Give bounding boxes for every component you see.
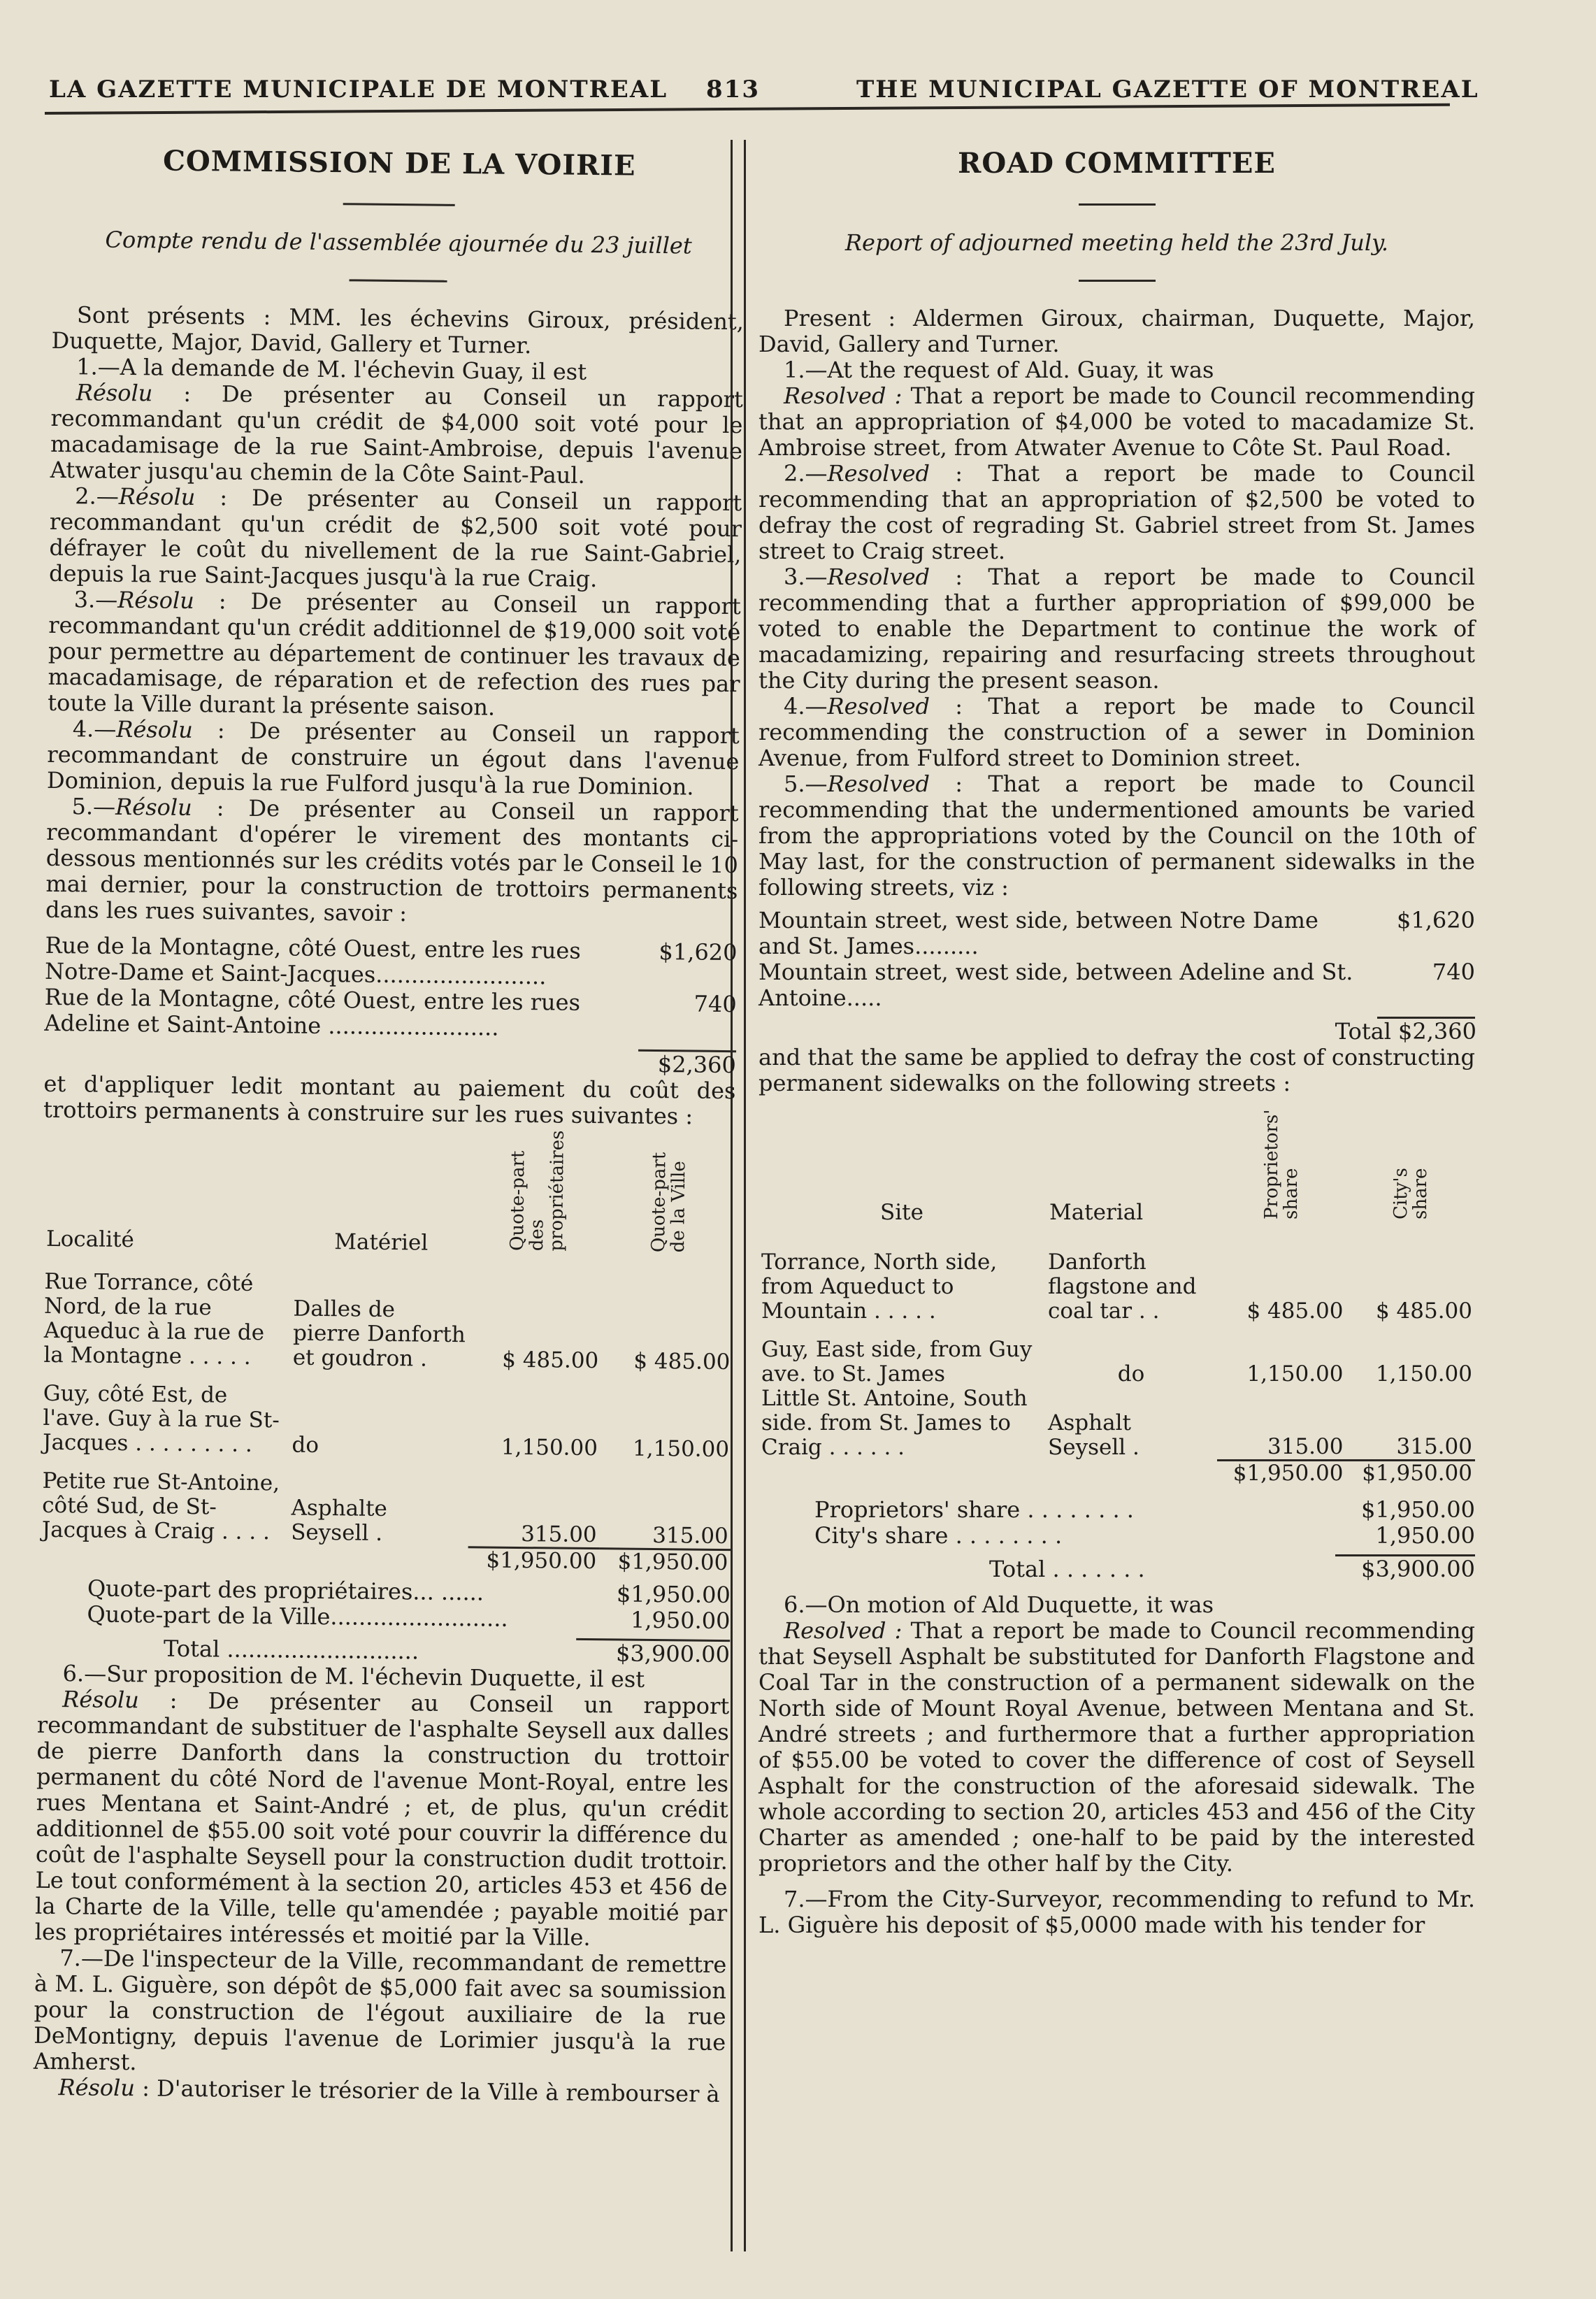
fr-transfer-street: Rue de la Montagne, côté Ouest, entre les rues Notre-Dame et Saint-Jacques........................: [44, 931, 581, 990]
en-title-rule: [1079, 203, 1156, 206]
en-item-2: [759, 461, 1475, 564]
fr-t3-ville: 315.00: [652, 1522, 728, 1549]
fr-item-4-text: : De présenter au Conseil un rapport recommandant de construire un égout dans l'avenue Dominion, depuis la rue Fulford jusqu'à la rue Dominion.: [46, 717, 740, 801]
fr-t1-prop: $ 485.00: [502, 1347, 599, 1374]
en-summary-total-value: $3,900.00: [1361, 1555, 1475, 1582]
fr-item-4-num: 4.—: [72, 715, 117, 743]
fr-resolu-label: Résolu: [115, 793, 192, 822]
fr-summary-ville-value: 1,950.00: [630, 1606, 731, 1634]
en-resolved-label: Resolved :: [784, 382, 903, 409]
en-summary-city-label: City's share . . . . . . . .: [814, 1521, 1063, 1549]
fr-item-7: 7.—De l'inspecteur de la Ville, recommandant de remettre à M. L. Giguère, son dépôt de $5,000 fait avec sa soumission pour la construction de l'égout auxiliaire de la rue DeMontigny, depuis l'avenue de Lorimier jusqu'à la rue Amherst.: [33, 1944, 727, 2075]
page-number: 813: [706, 76, 760, 103]
table-row: [40, 1382, 733, 1462]
en-item-5-num: 5.—: [784, 771, 828, 797]
fr-transfer-total-value: $2,360: [657, 1051, 737, 1079]
fr-t1-ville: $ 485.00: [633, 1348, 731, 1375]
fr-item-6: 6.—Sur proposition de M. l'échevin Duquette, il est: [62, 1659, 645, 1693]
fr-th-localite: Localité: [45, 1226, 135, 1253]
en-transfer-total-label: Total: [1335, 1018, 1391, 1045]
table-row: [759, 1387, 1475, 1460]
en-summary-prop-label: Proprietors' share . . . . . . . .: [814, 1496, 1134, 1523]
en-th-material: Material: [1049, 1200, 1144, 1225]
fr-section-title: COMMISSION DE LA VOIRIE: [162, 144, 636, 182]
fr-item-2-num: 2.—: [75, 482, 120, 510]
fr-transfer-row-2: [44, 984, 737, 1043]
en-t3-prop: 315.00: [1267, 1433, 1344, 1459]
en-summary-total-label: Total . . . . . . .: [989, 1555, 1145, 1582]
en-t3-city: 315.00: [1396, 1433, 1472, 1459]
fr-transfer-row-1: [45, 933, 738, 991]
fr-item-6-text: : De présenter au Conseil un rapport recommandant de substituer de l'asphalte Seysell aux dalles de pierre Danforth dans la construction du trottoir permanent du côté Nord de l'avenue Mont-Royal, entre les rues Mentana et Saint-André ; et, de plus, qu'un crédit additionnel de $55.00 soit voté pour couvrir la différence du coût de l'asphalte Seysell pour la construction dudit trottoir. Le tout conformément à la section 20, articles 453 et 456 de la Charte de la Ville, telle qu'amendée ; payable moitié par les propriétaires intéressés et moitié par la Ville.: [34, 1686, 730, 1951]
en-transfer-street: Mountain street, west side, between Adeline and St. Antoine.....: [759, 959, 1353, 1011]
fr-t1-loc: Rue Torrance, côté Nord, de la rue Aqueduc à la rue de la Montagne . . . . .: [43, 1268, 265, 1370]
fr-item-6-resolution: [35, 1686, 730, 1951]
fr-summary-prop-label: Quote-part des propriétaires... ......: [87, 1575, 484, 1605]
fr-sum-prop: $1,950.00: [468, 1547, 599, 1573]
en-t2-prop: 1,150.00: [1246, 1361, 1344, 1387]
en-resolved-label: Resolved: [827, 771, 930, 797]
fr-t1-mat: Dalles de pierre Danforth et goudron .: [292, 1296, 466, 1372]
en-item-1-resolution: [759, 383, 1475, 461]
en-transfer-total: [759, 1019, 1475, 1045]
fr-item-3: [48, 587, 741, 723]
en-transfer-total-value: $2,360: [1398, 1018, 1476, 1045]
fr-th-ville: Quote-part de la Ville: [647, 1152, 690, 1253]
fr-item-1: 1.—A la demande de M. l'échevin Guay, il est: [76, 353, 587, 385]
en-item-1-text: That a report be made to Council recommending that an appropriation of $4,000 be voted to macadamize St. Ambroise street, from Atwater Avenue to Côte St. Paul Road.: [759, 382, 1476, 461]
header-rule: [45, 103, 1450, 115]
en-item-2-num: 2.—: [784, 460, 828, 487]
fr-item-2: [49, 483, 742, 594]
fr-t3-loc: Petite rue St-Antoine, côté Sud, de St-Jacques à Craig . . . .: [41, 1468, 280, 1545]
en-table-header: [759, 1110, 1475, 1229]
fr-resolu-label: Résolu: [58, 2073, 136, 2101]
fr-summary-total-label: Total ...........................: [163, 1635, 419, 1664]
fr-t2-prop: 1,150.00: [501, 1434, 598, 1461]
en-t1-site: Torrance, North side, from Aqueduct to Mountain . . . . .: [761, 1249, 998, 1324]
en-t2-site: Guy, East side, from Guy ave. to St. James: [761, 1337, 1033, 1387]
en-t2-city: 1,150.00: [1375, 1361, 1472, 1387]
fr-item-7-text: : D'autoriser le trésorier de la Ville à rembourser à: [134, 2074, 720, 2107]
en-table-sum: [759, 1460, 1475, 1486]
fr-resolu-label: Résolu: [117, 586, 195, 615]
table-row: [759, 1338, 1475, 1387]
fr-summary-total-value: $3,900.00: [615, 1639, 731, 1668]
en-transfer-row-1: [759, 908, 1475, 959]
en-transfer-row-2: [759, 959, 1475, 1011]
en-t1-mat: Danforth flagstone and coal tar . .: [1048, 1249, 1197, 1324]
en-resolved-label: Resolved: [827, 460, 930, 487]
en-subtitle-rule: [1079, 280, 1156, 282]
en-t2-mat: do: [1117, 1361, 1145, 1387]
fr-subtitle: Compte rendu de l'assemblée ajournée du 23 juillet: [105, 226, 692, 259]
en-section-title: ROAD COMMITTEE: [958, 147, 1276, 180]
fr-t2-mat: do: [292, 1432, 319, 1458]
fr-item-1-text: : De présenter au Conseil un rapport recommandant qu'un crédit de $4,000 soit voté pour le macadamisage de la rue Saint-Ambroise, depuis l'avenue Atwater jusqu'au chemin de la Côte Saint-Paul.: [50, 380, 743, 489]
en-item-1: 1.—At the request of Ald. Guay, it was: [784, 357, 1214, 383]
fr-item-3-text: : De présenter au Conseil un rapport recommandant qu'un crédit additionnel de $19,000 soit voté pour permettre au département de continuer les travaux de macadamisage, de réparation et de refection des rues par toute la Ville durant la présente saison.: [47, 587, 741, 721]
fr-sum-ville: $1,950.00: [599, 1548, 731, 1575]
fr-item-1-resolution: [50, 380, 742, 490]
en-t1-city: $ 485.00: [1375, 1298, 1472, 1324]
fr-resolu-label: Résolu: [118, 482, 196, 511]
en-summary-prop: [759, 1497, 1475, 1523]
fr-transfer-amount: 740: [693, 990, 737, 1018]
en-t1-prop: $ 485.00: [1246, 1298, 1344, 1324]
fr-transfer-street: Rue de la Montagne, côté Ouest, entre les rues Adeline et Saint-Antoine ........................: [44, 983, 581, 1041]
fr-th-prop: Quote-part des propriétaires: [506, 1130, 568, 1252]
en-item-2-text: : That a report be made to Council recommending that an appropriation of $2,500 be voted to defray the cost of regrading St. Gabriel street from St. James street to Craig street.: [759, 460, 1475, 564]
fr-transfer-amount: $1,620: [659, 938, 738, 966]
fr-item-5-text: : De présenter au Conseil un rapport recommandant d'opérer le virement des montants ci-dessous mentionnés sur les crédits votés par le Conseil le 10 mai dernier, pour la construction de trottoirs permanents dans les rues suivantes, savoir :: [45, 794, 739, 927]
en-resolved-label: Resolved: [827, 564, 930, 590]
en-transfer-street: Mountain street, west side, between Notre Dame and St. James.........: [759, 907, 1318, 959]
en-item-6-resolution: [759, 1618, 1475, 1877]
en-t3-site: Little St. Antoine, South side. from St. James to Craig . . . . . .: [761, 1386, 1028, 1460]
en-item-6-text: That a report be made to Council recommending that Seysell Asphalt be substituted for Danforth Flagstone and Coal Tar in the construction of a permanent sidewalk on the North side of Mount Royal Avenue, between Mentana and St. André streets ; and furthermore that a further appropriation of $55.00 be voted to cover the difference of cost of Seysell Asphalt for the construction of the aforesaid sidewalk. The whole according to section 20, articles 453 and 456 of the City Charter as amended ; one-half to be paid by the interested proprietors and the other half by the City.: [759, 1617, 1476, 1877]
en-transfer-amount: $1,620: [1397, 907, 1475, 933]
fr-item-7-resolution: [33, 2074, 725, 2107]
fr-resolu-label: Résolu: [76, 379, 153, 407]
en-th-site: Site: [880, 1200, 923, 1225]
en-apply: and that the same be applied to defray the cost of constructing permanent sidewalks on the following streets :: [759, 1044, 1475, 1096]
fr-resolu-label: Résolu: [116, 715, 194, 744]
fr-present: Sont présents : MM. les échevins Giroux, président, Duquette, Major, David, Gallery et Turner.: [51, 301, 745, 359]
en-summary-prop-value: $1,950.00: [1361, 1496, 1475, 1523]
fr-t3-prop: 315.00: [520, 1521, 597, 1547]
en-sum-prop: $1,950.00: [1217, 1460, 1346, 1486]
en-present: Present : Aldermen Giroux, chairman, Duquette, Major, David, Gallery and Turner.: [759, 305, 1475, 357]
french-column: [33, 129, 745, 2107]
fr-resolu-label: Résolu: [62, 1685, 140, 1713]
en-th-prop: Proprietors' share: [1261, 1109, 1302, 1219]
en-subtitle: Report of adjourned meeting held the 23rd July.: [844, 229, 1389, 256]
en-sidewalk-table: [759, 1110, 1475, 1486]
en-item-3-text: : That a report be made to Council recommending that a further appropriation of $99,000 be voted to enable the Department to continue the work of macadamizing, repairing and resurfacing streets throughout the City during the present season.: [759, 564, 1475, 694]
en-t3-mat: Asphalt Seysell .: [1048, 1410, 1140, 1460]
en-item-6: 6.—On motion of Ald Duquette, it was: [784, 1591, 1214, 1618]
table-row: [759, 1250, 1475, 1324]
en-resolved-label: Resolved :: [784, 1617, 903, 1644]
fr-sidewalk-table: [38, 1130, 735, 1575]
en-item-3-num: 3.—: [784, 564, 828, 590]
fr-t3-mat: Asphalte Seysell .: [290, 1495, 388, 1546]
fr-table-header: [42, 1137, 735, 1263]
table-row: [41, 1270, 733, 1375]
en-item-4: [759, 694, 1475, 771]
fr-th-materiel: Matériel: [334, 1229, 429, 1256]
en-item-4-num: 4.—: [784, 693, 828, 719]
en-transfer-amount: 740: [1432, 959, 1475, 985]
header-left-title: LA GAZETTE MUNICIPALE DE MONTREAL: [49, 76, 668, 103]
fr-summary-prop-value: $1,950.00: [616, 1580, 731, 1608]
en-item-3: [759, 564, 1475, 694]
fr-summary-ville-label: Quote-part de la Ville.........................: [87, 1600, 508, 1632]
table-row: [39, 1469, 732, 1549]
fr-t2-loc: Guy, côté Est, de l'ave. Guy à la rue St-Jacques . . . . . . . . .: [42, 1380, 280, 1457]
en-summary-city: [759, 1523, 1475, 1549]
en-item-5: [759, 771, 1475, 901]
fr-subtitle-rule: [350, 279, 447, 282]
fr-item-4: [47, 716, 740, 801]
en-th-city: City's share: [1390, 1168, 1431, 1219]
english-column: [759, 133, 1475, 1938]
fr-item-2-text: : De présenter au Conseil un rapport recommandant qu'un crédit de $2,500 soit voté pour défrayer le coût du nivellement de la rue Saint-Gabriel, depuis la rue Saint-Jacques jusqu'à la rue Craig.: [48, 484, 742, 593]
fr-item-5: [45, 794, 739, 930]
en-item-5-text: : That a report be made to Council recommending that the undermentioned amounts be varied from the appropriations voted by the Council on the 10th of May last, for the construction of permanent sidewalks in the following streets, viz :: [759, 771, 1475, 901]
column-divider: [744, 140, 746, 2251]
en-summary-total: [759, 1556, 1475, 1582]
fr-apply: et d'appliquer ledit montant au paiement du coût des trottoirs permanents à construire sur les rues suivantes :: [43, 1070, 736, 1130]
en-resolved-label: Resolved: [827, 693, 930, 719]
fr-item-3-num: 3.—: [73, 586, 118, 613]
en-sum-city: $1,950.00: [1346, 1460, 1476, 1486]
en-summary-city-value: 1,950.00: [1375, 1521, 1475, 1549]
en-item-7: 7.—From the City-Surveyor, recommending to refund to Mr. L. Giguère his deposit of $5,0000 made with his tender for: [759, 1885, 1475, 1938]
en-item-4-text: : That a report be made to Council recommending the construction of a sewer in Dominion Avenue, from Fulford street to Dominion street.: [759, 693, 1475, 771]
fr-title-rule: [343, 203, 455, 206]
header-right-title: THE MUNICIPAL GAZETTE OF MONTREAL: [856, 76, 1479, 103]
fr-item-5-num: 5.—: [71, 793, 116, 820]
fr-t2-ville: 1,150.00: [632, 1435, 730, 1463]
